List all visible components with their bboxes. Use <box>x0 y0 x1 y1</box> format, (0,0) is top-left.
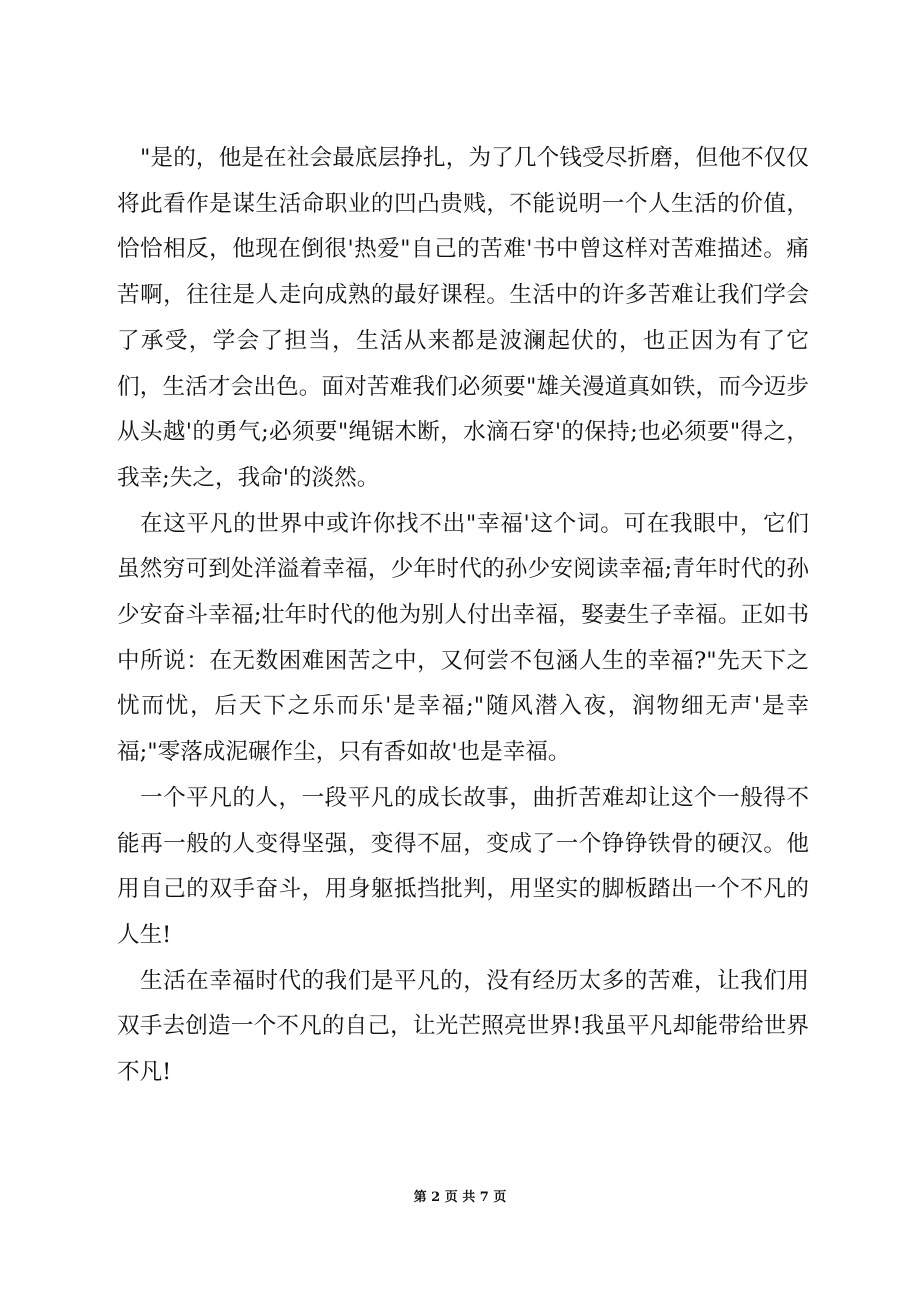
paragraph-4: 生活在幸福时代的我们是平凡的，没有经历太多的苦难，让我们用双手去创造一个不凡的自己，让光芒照亮世界!我虽平凡却能带给世界不凡! <box>117 967 809 1086</box>
document-body <box>117 136 809 1096</box>
paragraph-3: 一个平凡的人，一段平凡的成长故事，曲折苦难却让这个一般得不能再一般的人变得坚强，变得不屈，变成了一个铮铮铁骨的硬汉。他用自己的双手奋斗，用身躯抵挡批判，用坚实的脚板踏出一个不凡的人生! <box>117 784 809 948</box>
paragraph-2: 在这平凡的世界中或许你找不出"幸福'这个词。可在我眼中，它们虽然穷可到处洋溢着幸福，少年时代的孙少安阅读幸福;青年时代的孙少安奋斗幸福;壮年时代的他为别人付出幸福，娶妻生子幸福。正如书中所说：在无数困难困苦之中，又何尝不包涵人生的幸福?"先天下之忧而忧，后天下之乐而乐'是幸福;"随风潜入夜，润物细无声'是幸福;"零落成泥碾作尘，只有香如故'也是幸福。 <box>117 510 809 766</box>
paragraph-1: "是的，他是在社会最底层挣扎，为了几个钱受尽折磨，但他不仅仅将此看作是谋生活命职业的凹凸贵贱，不能说明一个人生活的价值，恰恰相反，他现在倒很'热爱"自己的苦难'书中曾这样对苦难描述。痛苦啊，往往是人走向成熟的最好课程。生活中的许多苦难让我们学会了承受，学会了担当，生活从来都是波澜起伏的，也正因为有了它们，生活才会出色。面对苦难我们必须要"雄关漫道真如铁，而今迈步从头越'的勇气;必须要"绳锯木断，水滴石穿'的保持;也必须要"得之，我幸;失之，我命'的淡然。 <box>117 145 809 491</box>
page-footer: 第 2 页 共 7 页 <box>413 1190 507 1205</box>
